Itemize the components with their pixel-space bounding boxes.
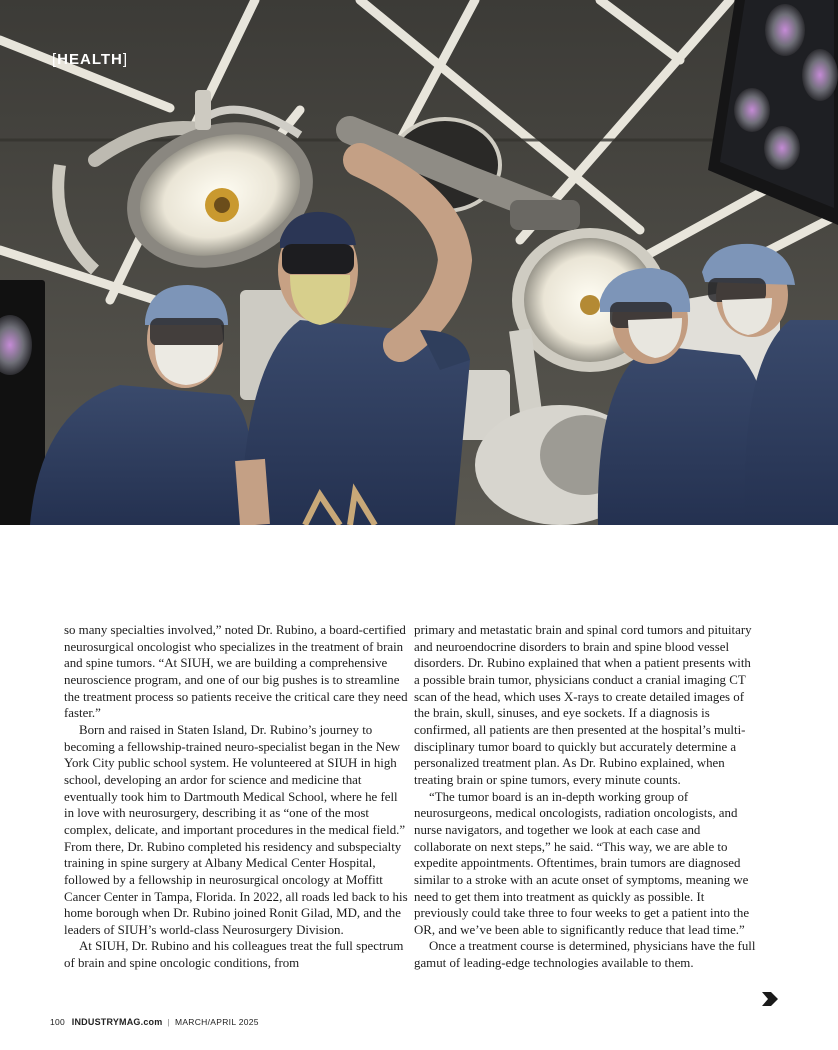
article-column-left — [64, 622, 409, 972]
section-tag-bracket-right: ] — [122, 51, 129, 68]
article-column-right — [414, 622, 759, 972]
paragraph: Born and raised in Staten Island, Dr. Rubino’s journey to becoming a fellowship-trained neuro-specialist began in the New York City public school system. He volunteered at SIUH in high school, developing an ardor for science and medicine that eventually took him to Dartmouth Medical School, where he fell in love with neurosurgery, describing it as “one of the most complex, delicate, and important procedures in the medical field.” From there, Dr. Rubino completed his residency and subspecialty training in spine surgery at Albany Medical Center Hospital, followed by a fellowship in neurosurgical oncology at Moffitt Cancer Center in Tampa, Florida. In 2022, all roads led back to his home borough when Dr. Rubino joined Ronit Gilad, MD, and the leaders of SIUH’s world-class Neurosurgery Division. — [64, 722, 408, 937]
paragraph: primary and metastatic brain and spinal cord tumors and pituitary and neuroendocrine disorders to brain and spine blood vessel disorders. Dr. Rubino explained that when a patient presents with a possible brain tumor, physicians conduct a cranial imaging CT scan of the head, which uses X-rays to create detailed images of the brain, skull, sinuses, and eye sockets. If a diagnosis is confirmed, all patients are then presented at the hospital’s multi-disciplinary tumor board to quickly but accurately determine a personalized treatment plan. As Dr. Rubino explained, when treating brain or spine tumors, every minute counts. — [414, 623, 752, 787]
page-footer — [50, 1017, 259, 1027]
footer-separator: | — [167, 1017, 170, 1027]
section-tag-bracket-left: [ — [52, 51, 58, 68]
issue-date: MARCH/APRIL 2025 — [174, 1017, 259, 1027]
paragraph: Once a treatment course is determined, physicians have the full gamut of leading-edge technologies available to them. — [414, 939, 756, 971]
paragraph: “The tumor board is an in-depth working group of neurosurgeons, medical oncologists, radiation oncologists, and nurse navigators, and together we look at each case and collaborate on next steps,” he said. “This way, we are able to expedite appointments. Oftentimes, brain tumors are diagnosed similar to a stroke with an acute onset of symptoms, meaning we need to get them into treatment as quickly as possible. It previously could take three to four weeks to get a patient into the OR, and we’ve been able to significantly reduce that lead time.” — [414, 789, 750, 937]
paragraph: At SIUH, Dr. Rubino and his colleagues treat the full spectrum of brain and spine oncologic conditions, from — [64, 939, 404, 971]
page-number: 100 — [50, 1017, 66, 1027]
paragraph: so many specialties involved,” noted Dr. Rubino, a board-certified neurosurgical oncologist who specializes in the treatment of brain and spine tumors. “At SIUH, we are building a comprehensive neuroscience program, and one of our big pushes is to streamline the treatment process so patients receive the critical care they need faster.” — [64, 623, 408, 721]
section-tag — [52, 51, 128, 68]
publication-name: INDUSTRYMAG.com — [71, 1017, 163, 1027]
section-tag-label: HEALTH — [57, 51, 123, 68]
continue-arrow-icon[interactable] — [762, 992, 778, 1006]
